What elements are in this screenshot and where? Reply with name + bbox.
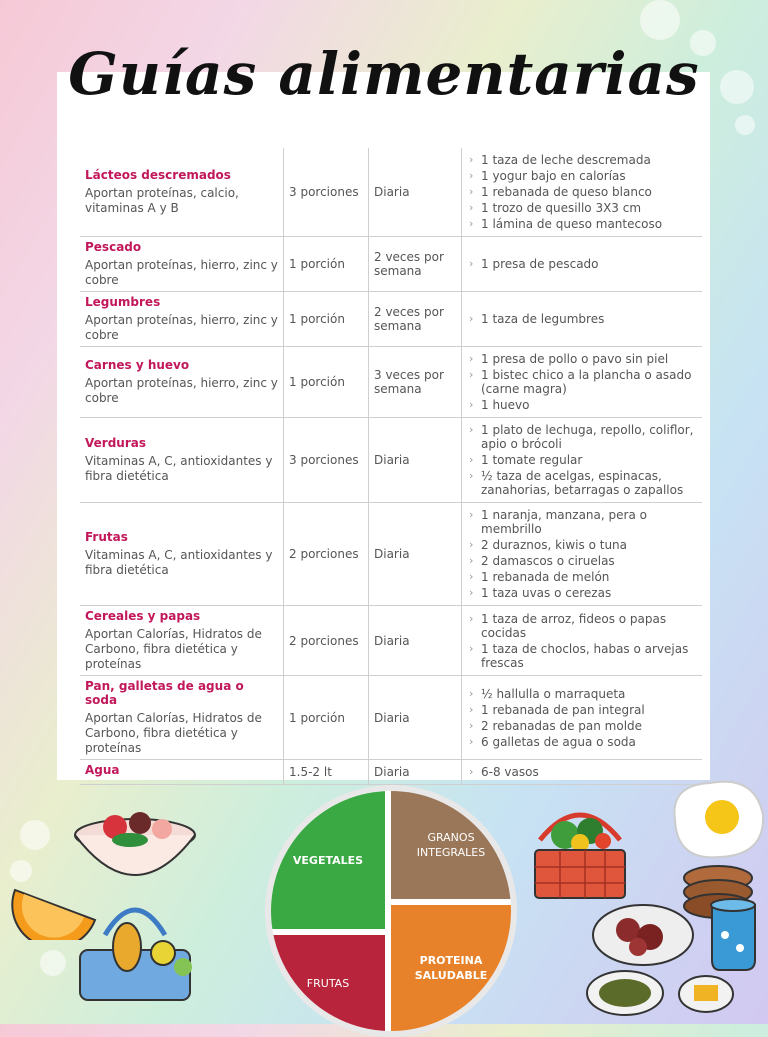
plate-fruits-label: FRUTAS xyxy=(306,976,350,990)
equivalent-item: › 1 tomate regular xyxy=(467,453,697,467)
food-group-cell xyxy=(80,347,284,418)
equivalent-item: › 1 rebanada de queso blanco xyxy=(467,185,697,199)
equivalents-list xyxy=(467,352,697,412)
food-group-description: Aportan proteínas, calcio, vitaminas A y B xyxy=(85,186,239,215)
equivalents-list xyxy=(467,687,697,749)
equivalent-item: › 2 duraznos, kiwis o tuna xyxy=(467,538,697,552)
food-group-cell xyxy=(80,676,284,760)
equivalents-cell xyxy=(462,292,703,347)
frequency-cell: Diaria xyxy=(369,418,462,503)
equivalent-item: › 2 rebanadas de pan molde xyxy=(467,719,697,733)
equivalents-cell xyxy=(462,347,703,418)
healthy-plate-diagram xyxy=(265,785,517,1037)
frequency-cell: Diaria xyxy=(369,148,462,237)
food-group-name: Agua xyxy=(85,763,120,777)
equivalents-cell xyxy=(462,503,703,606)
food-group-description: Aportan proteínas, hierro, zinc y cobre xyxy=(85,258,278,287)
food-group-name: Legumbres xyxy=(85,295,161,309)
portion-cell: 1 porción xyxy=(284,292,369,347)
decor-dot xyxy=(20,820,50,850)
food-group-row xyxy=(80,606,702,676)
plate-fruits xyxy=(271,935,385,1031)
portion-cell: 1 porción xyxy=(284,237,369,292)
food-group-name: Pescado xyxy=(85,240,142,254)
food-group-row xyxy=(80,292,702,347)
vegetable-basket-illustration xyxy=(525,795,635,905)
frequency-cell: 3 veces por semana xyxy=(369,347,462,418)
fruit-basket-illustration xyxy=(65,895,205,1015)
equivalents-list xyxy=(467,257,697,271)
food-group-cell xyxy=(80,760,284,785)
equivalent-item: › 1 bistec chico a la plancha o asado (carne magra) xyxy=(467,368,697,396)
equivalent-item: › ½ hallulla o marraqueta xyxy=(467,687,697,701)
food-group-cell xyxy=(80,237,284,292)
food-group-name: Cereales y papas xyxy=(85,609,201,623)
equivalent-item: › 1 naranja, manzana, pera o membrillo xyxy=(467,508,697,536)
decor-dot xyxy=(640,0,680,40)
decor-dot xyxy=(40,950,66,976)
equivalents-cell xyxy=(462,606,703,676)
cheese-plate-illustration xyxy=(676,972,736,1017)
frequency-cell: 2 veces por semana xyxy=(369,237,462,292)
equivalents-list xyxy=(467,612,697,670)
equivalents-cell xyxy=(462,418,703,503)
plate-vegetables xyxy=(271,791,385,929)
equivalent-item: › 2 damascos o ciruelas xyxy=(467,554,697,568)
portion-cell: 2 porciones xyxy=(284,606,369,676)
equivalent-item: › 1 huevo xyxy=(467,398,697,412)
food-group-row xyxy=(80,503,702,606)
equivalent-item: › 1 rebanada de melón xyxy=(467,570,697,584)
equivalent-item: › 1 taza uvas o cerezas xyxy=(467,586,697,600)
portion-cell: 3 porciones xyxy=(284,148,369,237)
equivalent-item: › 1 presa de pollo o pavo sin piel xyxy=(467,352,697,366)
food-group-description: Aportan Calorías, Hidratos de Carbono, fibra dietética y proteínas xyxy=(85,627,262,671)
food-group-cell xyxy=(80,606,284,676)
equivalents-list xyxy=(467,312,697,326)
food-group-cell xyxy=(80,503,284,606)
equivalent-item: › 1 plato de lechuga, repollo, coliflor, apio o brócoli xyxy=(467,423,697,451)
food-guide-table xyxy=(80,148,702,785)
portion-cell: 3 porciones xyxy=(284,418,369,503)
food-group-row xyxy=(80,347,702,418)
plate-grains-label: GRANOS INTEGRALES xyxy=(416,831,486,859)
salad-plate-illustration xyxy=(583,965,668,1020)
frequency-cell: Diaria xyxy=(369,676,462,760)
portion-cell: 2 porciones xyxy=(284,503,369,606)
equivalent-item: › 1 lámina de queso mantecoso xyxy=(467,217,697,231)
equivalent-item: › 1 rebanada de pan integral xyxy=(467,703,697,717)
equivalent-item: › ½ taza de acelgas, espinacas, zanahorias, betarragas o zapallos xyxy=(467,469,697,497)
frequency-cell: Diaria xyxy=(369,760,462,785)
food-group-name: Pan, galletas de agua o soda xyxy=(85,679,244,707)
equivalent-item: › 1 taza de choclos, habas o arvejas frescas xyxy=(467,642,697,670)
food-group-description: Vitaminas A, C, antioxidantes y fibra dietética xyxy=(85,454,273,483)
equivalents-cell xyxy=(462,148,703,237)
food-group-cell xyxy=(80,148,284,237)
equivalent-item: › 1 presa de pescado xyxy=(467,257,697,271)
food-group-name: Carnes y huevo xyxy=(85,358,190,372)
food-group-row xyxy=(80,418,702,503)
equivalents-list xyxy=(467,423,697,497)
food-group-name: Verduras xyxy=(85,436,146,450)
equivalents-cell xyxy=(462,237,703,292)
food-group-cell xyxy=(80,418,284,503)
plate-grains xyxy=(391,791,511,899)
portion-cell: 1.5-2 lt xyxy=(284,760,369,785)
equivalent-item: › 6-8 vasos xyxy=(467,765,697,779)
equivalents-cell xyxy=(462,676,703,760)
food-group-description: Aportan proteínas, hierro, zinc y cobre xyxy=(85,313,278,342)
food-group-cell xyxy=(80,292,284,347)
equivalents-list xyxy=(467,765,697,779)
frequency-cell: 2 veces por semana xyxy=(369,292,462,347)
decor-dot xyxy=(735,115,755,135)
equivalent-item: › 6 galletas de agua o soda xyxy=(467,735,697,749)
frequency-cell: Diaria xyxy=(369,606,462,676)
equivalent-item: › 1 taza de arroz, fideos o papas cocidas xyxy=(467,612,697,640)
food-group-description: Aportan proteínas, hierro, zinc y cobre xyxy=(85,376,278,405)
equivalent-item: › 1 taza de legumbres xyxy=(467,312,697,326)
equivalent-item: › 1 taza de leche descremada xyxy=(467,153,697,167)
equivalents-list xyxy=(467,153,697,231)
food-group-row xyxy=(80,676,702,760)
page-title: Guías alimentarias xyxy=(68,40,700,108)
plate-protein-label: PROTEINA SALUDABLE xyxy=(414,954,488,982)
frequency-cell: Diaria xyxy=(369,503,462,606)
fried-egg-illustration xyxy=(665,775,768,865)
food-group-name: Frutas xyxy=(85,530,128,544)
equivalents-list xyxy=(467,508,697,600)
plate-protein xyxy=(391,905,511,1031)
equivalent-item: › 1 trozo de quesillo 3X3 cm xyxy=(467,201,697,215)
food-group-description: Aportan Calorías, Hidratos de Carbono, fibra dietética y proteínas xyxy=(85,711,262,755)
portion-cell: 1 porción xyxy=(284,347,369,418)
food-group-name: Lácteos descremados xyxy=(85,168,231,182)
food-group-row xyxy=(80,237,702,292)
milk-jug-illustration xyxy=(700,890,768,975)
food-group-row xyxy=(80,148,702,237)
food-group-row xyxy=(80,760,702,785)
food-group-description: Vitaminas A, C, antioxidantes y fibra dietética xyxy=(85,548,273,577)
equivalent-item: › 1 yogur bajo en calorías xyxy=(467,169,697,183)
portion-cell: 1 porción xyxy=(284,676,369,760)
plate-vegetables-label: VEGETALES xyxy=(292,853,364,867)
